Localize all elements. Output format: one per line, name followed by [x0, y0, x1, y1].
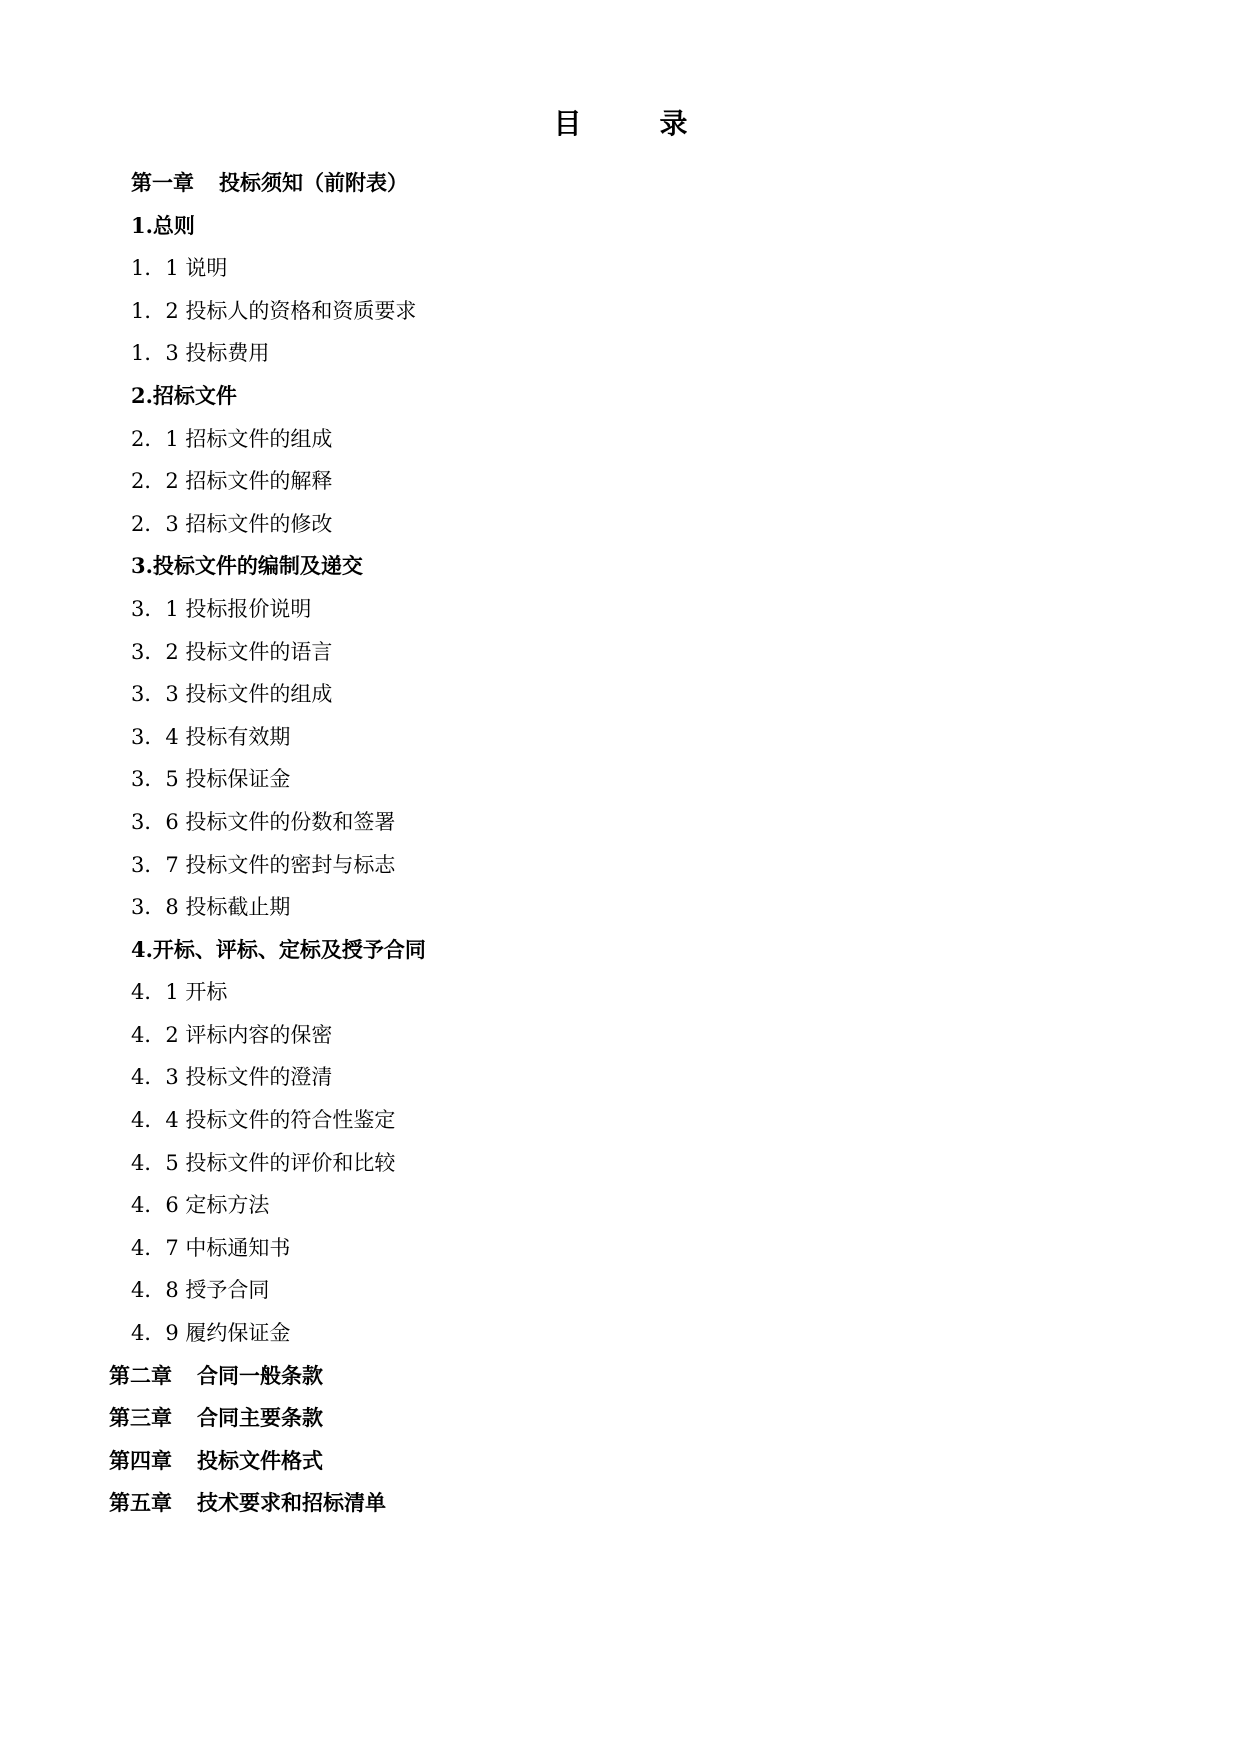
toc-chapter — [0, 162, 1241, 205]
toc-item: 1．1 说明 — [131, 256, 228, 281]
toc-item: 1．3 投标费用 — [131, 341, 270, 366]
toc-chapter-number: 第四章 — [109, 1447, 172, 1473]
toc-item: 3．6 投标文件的份数和签署 — [131, 809, 396, 834]
toc-chapter — [0, 1440, 1241, 1483]
toc-section: 4.开标、评标、定标及授予合同 — [131, 936, 426, 962]
toc-chapter-number: 第二章 — [109, 1362, 172, 1388]
toc-chapter-title: 合同主要条款 — [197, 1405, 323, 1431]
toc-item: 4．6 定标方法 — [131, 1193, 270, 1218]
toc-chapter — [0, 1482, 1241, 1525]
toc-item: 3．4 投标有效期 — [131, 724, 291, 749]
toc-item: 4．3 投标文件的澄清 — [131, 1065, 333, 1090]
toc-item: 3．1 投标报价说明 — [131, 596, 312, 621]
toc-chapter-title: 投标须知（前附表） — [219, 170, 408, 195]
toc-item: 4．1 开标 — [131, 980, 228, 1005]
toc-chapter-title: 合同一般条款 — [197, 1362, 323, 1388]
toc-chapter-number: 第一章 — [131, 170, 194, 195]
toc-chapter — [0, 1355, 1241, 1398]
toc-item: 3．2 投标文件的语言 — [131, 639, 333, 664]
toc-chapter-title: 投标文件格式 — [197, 1447, 323, 1473]
toc-item: 4．5 投标文件的评价和比较 — [131, 1150, 396, 1175]
toc-item: 1．2 投标人的资格和资质要求 — [131, 298, 417, 323]
toc-item: 4．4 投标文件的符合性鉴定 — [131, 1108, 396, 1133]
toc-chapter-title: 技术要求和招标清单 — [197, 1490, 386, 1516]
toc-chapter-number: 第三章 — [109, 1405, 172, 1431]
toc-item: 3．7 投标文件的密封与标志 — [131, 852, 396, 877]
page-title-right: 录 — [659, 107, 688, 140]
table-of-contents — [0, 162, 1241, 1525]
toc-item: 3．8 投标截止期 — [131, 895, 291, 920]
toc-item: 2．2 招标文件的解释 — [131, 469, 333, 494]
toc-item: 4．9 履约保证金 — [131, 1321, 291, 1346]
toc-chapter — [0, 1397, 1241, 1440]
toc-item: 2．1 招标文件的组成 — [131, 426, 333, 451]
toc-item: 2．3 招标文件的修改 — [131, 511, 333, 536]
toc-item: 4．7 中标通知书 — [131, 1235, 291, 1260]
toc-section: 3.投标文件的编制及递交 — [131, 553, 363, 579]
toc-chapter-number: 第五章 — [109, 1490, 172, 1516]
toc-item: 4．8 授予合同 — [131, 1278, 270, 1303]
page-title-left: 目 — [553, 107, 582, 140]
toc-item: 3．3 投标文件的组成 — [131, 682, 333, 707]
toc-item: 4．2 评标内容的保密 — [131, 1022, 333, 1047]
toc-section: 1.总则 — [131, 212, 195, 238]
page-title — [0, 104, 1241, 144]
toc-section: 2.招标文件 — [131, 382, 237, 408]
toc-item: 3．5 投标保证金 — [131, 767, 291, 792]
